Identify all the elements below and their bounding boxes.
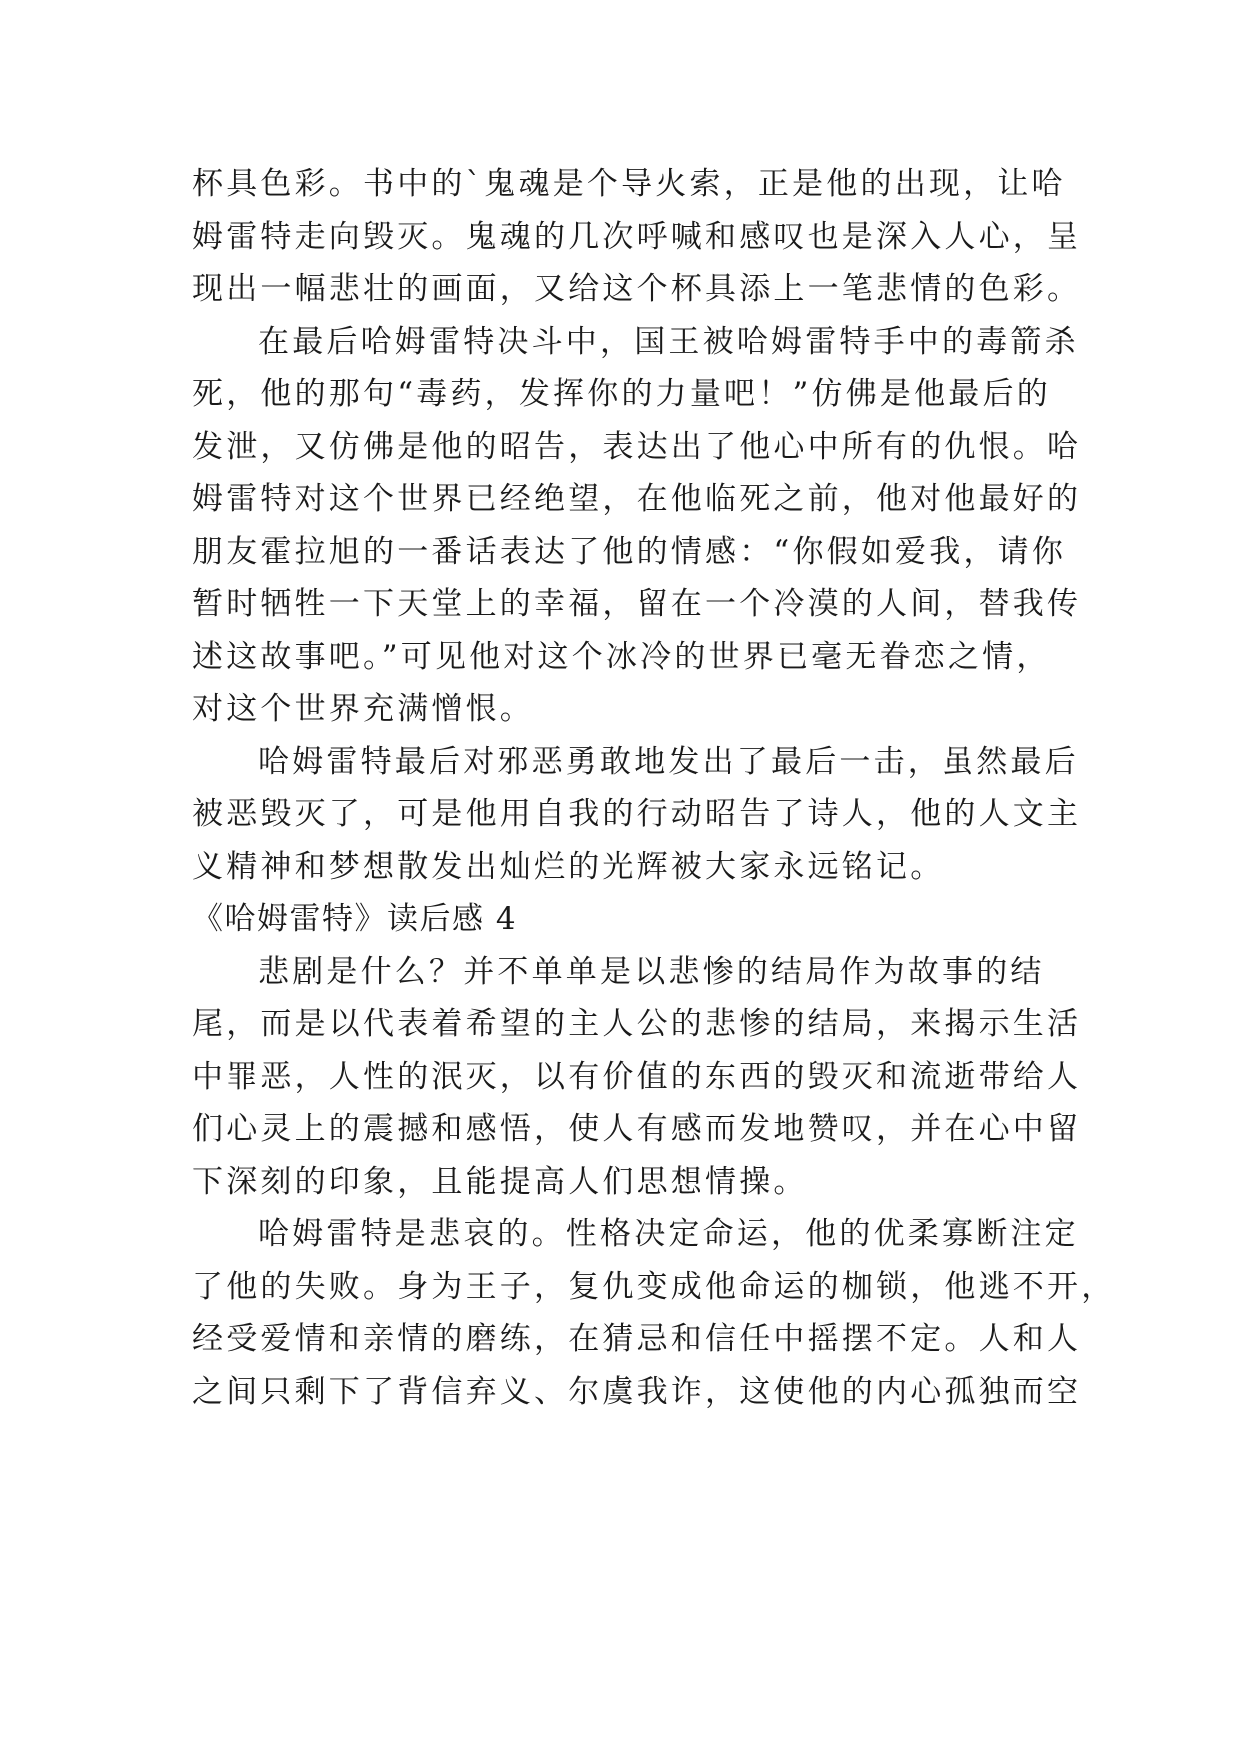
section-heading: 《哈姆雷特》读后感 4 [192, 901, 518, 937]
text-line: 义精神和梦想散发出灿烂的光辉被大家永远铭记。 [192, 848, 945, 885]
text-line: 悲剧是什么？并不单单是以悲惨的结局作为故事的结 [258, 953, 1045, 990]
text-line: 在最后哈姆雷特决斗中，国王被哈姆雷特手中的毒箭杀 [258, 323, 1079, 360]
text-line: 对这个世界充满憎恨。 [192, 691, 534, 727]
text-line: 朋友霍拉旭的一番话表达了他的情感：“你假如爱我，请你 [192, 533, 1067, 570]
text-line: 暂时牺牲一下天堂上的幸福，留在一个冷漠的人间，替我传 [192, 586, 1082, 622]
text-line: 哈姆雷特最后对邪恶勇敢地发出了最后一击，虽然最后 [258, 743, 1079, 780]
document-body [192, 158, 1116, 1418]
paragraph-continuation [192, 158, 1082, 316]
text-line: 了他的失败。身为王子，复仇变成他命运的枷锁，他逃不开， [192, 1268, 1116, 1305]
text-line: 发泄，又仿佛是他的昭告，表达出了他心中所有的仇恨。哈 [192, 428, 1082, 465]
paragraph [192, 736, 1082, 894]
text-line: 死，他的那句“毒药，发挥你的力量吧！”仿佛是他最后的 [192, 376, 1051, 412]
paragraph [192, 946, 1082, 1209]
text-line: 述这故事吧。”可见他对这个冰冷的世界已毫无眷恋之情， [192, 638, 1051, 675]
text-line: 中罪恶，人性的泯灭，以有价值的东西的毁灭和流逝带给人 [192, 1058, 1082, 1095]
text-line: 之间只剩下了背信弃义、尔虞我诈，这使他的内心孤独而空 [192, 1373, 1082, 1410]
paragraph [192, 1208, 1116, 1418]
text-line: 现出一幅悲壮的画面，又给这个杯具添上一笔悲情的色彩。 [192, 271, 1082, 307]
text-line: 杯具色彩。书中的`鬼魂是个导火索，正是他的出现，让哈 [192, 166, 1066, 202]
text-line: 哈姆雷特是悲哀的。性格决定命运，他的优柔寡断注定 [258, 1216, 1079, 1252]
text-line: 被恶毁灭了，可是他用自我的行动昭告了诗人，他的人文主 [192, 796, 1082, 832]
text-line: 姆雷特走向毁灭。鬼魂的几次呼喊和感叹也是深入人心，呈 [192, 218, 1082, 255]
paragraph [192, 316, 1082, 736]
text-line: 尾，而是以代表着希望的主人公的悲惨的结局，来揭示生活 [192, 1006, 1082, 1042]
text-line: 经受爱情和亲情的磨练，在猜忌和信任中摇摆不定。人和人 [192, 1321, 1082, 1357]
text-line: 下深刻的印象，且能提高人们思想情操。 [192, 1163, 808, 1200]
text-line: 姆雷特对这个世界已经绝望，在他临死之前，他对他最好的 [192, 481, 1082, 517]
text-line: 们心灵上的震撼和感悟，使人有感而发地赞叹，并在心中留 [192, 1111, 1082, 1147]
